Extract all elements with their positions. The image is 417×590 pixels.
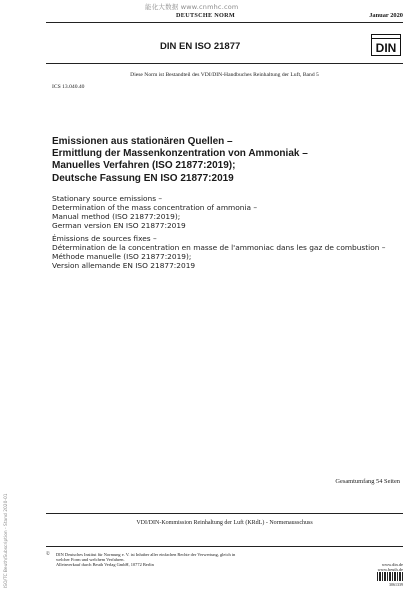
footer-rule: [46, 513, 403, 514]
header-date: Januar 2020: [369, 12, 403, 19]
title-english-line: Determination of the mass concentration of ammonia –: [52, 203, 258, 213]
copyright-line: DIN Deutsches Institut für Normung e. V. ist Inhaber aller einfachen Rechte der Verwertung, gleich in: [56, 552, 236, 557]
title-german-line: Emissionen aus stationären Quellen –: [52, 136, 233, 147]
title-german-line: Manuelles Verfahren (ISO 21877:2019);: [52, 160, 236, 172]
din-logo-text: DIN: [375, 41, 397, 55]
document-number: DIN EN ISO 21877: [160, 41, 241, 52]
header-title: DEUTSCHE NORM: [176, 12, 236, 19]
order-number: 3061339: [389, 582, 403, 587]
copyright-icon: ©: [46, 552, 50, 557]
title-english: [52, 194, 392, 230]
title-french-line: Méthode manuelle (ISO 21877:2019);: [52, 252, 192, 262]
page-count: Gesamtumfang 54 Seiten: [335, 478, 400, 485]
din-logo-icon: [371, 34, 401, 56]
handbook-note: Diese Norm ist Bestandteil des VDI/DIN-Handbuches Reinhaltung der Luft, Band 5: [130, 72, 319, 78]
committee: VDI/DIN-Kommission Reinhaltung der Luft (KRdL) - Normenausschuss: [136, 520, 313, 526]
title-german-line: Ermittlung der Massenkonzentration von Ammoniak –: [52, 148, 308, 160]
url-link[interactable]: www.din.de: [381, 562, 403, 567]
side-stamp: ISO/TC Beuth/Subscription - Stand 2020-01: [4, 493, 9, 588]
title-french-line: Détermination de la concentration en masse de l'ammoniac dans les gaz de combustion –: [52, 243, 386, 253]
title-english-line: German version EN ISO 21877:2019: [52, 221, 186, 231]
title-french: [52, 234, 392, 270]
title-french-line: Émissions de sources fixes –: [52, 234, 157, 243]
title-english-line: Stationary source emissions –: [52, 194, 163, 203]
ics-code: ICS 13.040.40: [52, 84, 85, 90]
title-rule: [46, 63, 403, 64]
title-german: [52, 136, 352, 185]
title-english-line: Manual method (ISO 21877:2019);: [52, 212, 181, 222]
copyright-line: Alleinverkauf durch Beuth Verlag GmbH, 10772 Berlin: [56, 562, 154, 568]
copyright-notice: [56, 552, 286, 568]
watermark: 能化大数据 www.cnmhc.com: [145, 3, 239, 11]
title-german-line: Deutsche Fassung EN ISO 21877:2019: [52, 172, 234, 184]
copyright-line: welcher Form und welchem Verfahren.: [56, 557, 125, 563]
bottom-rule: [46, 546, 403, 547]
barcode-icon: [377, 572, 403, 581]
url-link[interactable]: www.beuth.de: [377, 567, 403, 573]
header-rule: [46, 22, 403, 23]
title-french-line: Version allemande EN ISO 21877:2019: [52, 261, 196, 271]
urls: [378, 562, 403, 572]
